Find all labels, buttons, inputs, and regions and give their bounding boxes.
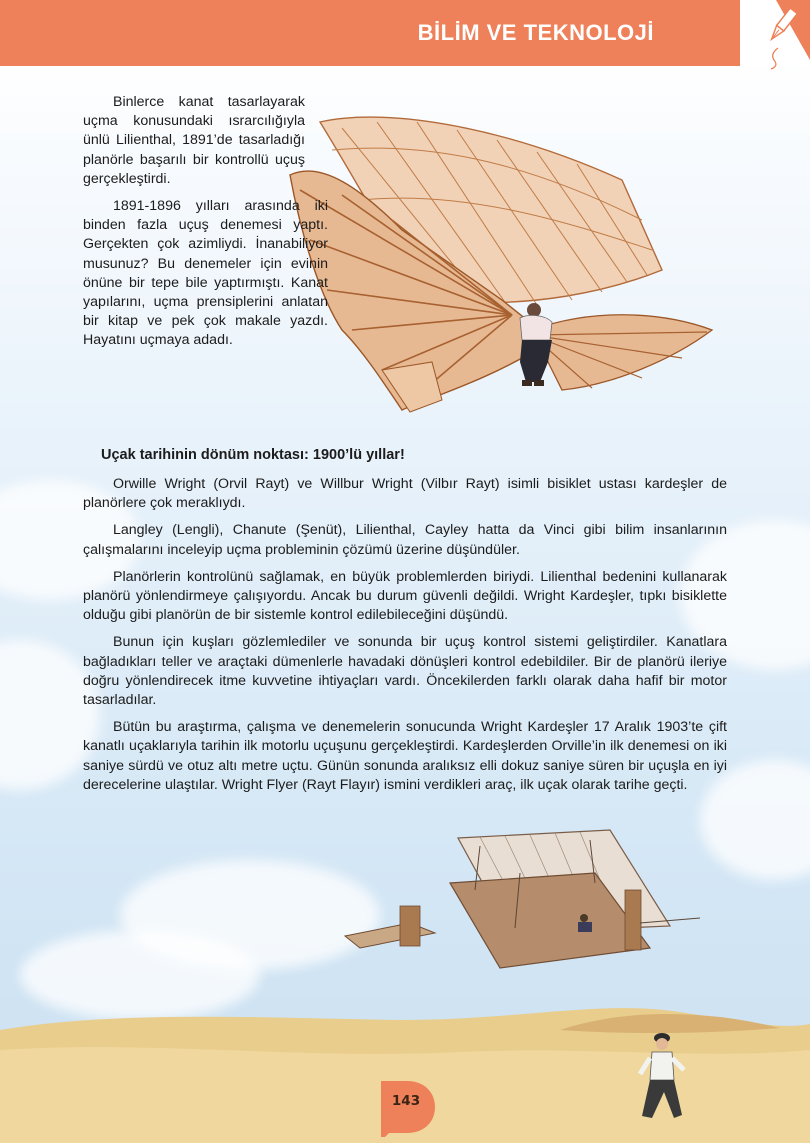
lilienthal-glider-illustration: [282, 100, 722, 415]
body-paragraph: Bunun için kuşları gözlemlediler ve sonunda bir uçuş kontrol sistemi geliştirdiler. Kanatlara bağladıkları teller ve araçtaki dümenlerle havadaki dönüşleri kontrol edebildiler. Bir de planörü ileriye doğru yönlendirecek itme kuvvetine ihtiyaçları vardı. Öncekilerden farklı olarak daha hafif bir motor tasarladılar.: [83, 634, 727, 709]
wright-flyer-illustration: [340, 828, 720, 978]
body-paragraph: Planörlerin kontrolünü sağlamak, en büyük problemlerden biriydi. Lilienthal bedenini kullanarak planörü yönlendirmeye çalışıyordu. Ancak bu durum güvenli değildi. Wright Kardeşler, tıpkı bisiklette olduğu gibi planörün de bir sistemle kontrol edilebileceğini düşündü.: [83, 568, 727, 624]
main-text: [83, 475, 727, 803]
page-number-badge: [379, 1079, 437, 1137]
intro-paragraph: 1891-1896 yılları arasında iki binden fazla uçuş denemesi yaptı. Gerçekten çok azimliydi. İnanabiliyor musunuz? Bu denemeler için evinin önüne bir tepe bile yaptırmıştı. Kanat yapılarını, uçma prensiplerini anlatan bir kitap ve pek çok makale yazdı. Hayatını uçmaya adadı.: [83, 198, 328, 349]
section-title: BİLİM VE TEKNOLOJİ: [417, 20, 654, 45]
body-paragraph: Bütün bu araştırma, çalışma ve denemelerin sonucunda Wright Kardeşler 17 Aralık 1903’te çift kanatlı uçaklarıyla tarihin ilk motorlu uçuşunu gerçekleştirdi. Kardeşlerden Orville’in ilk denemesi on iki saniye sürdü ve otuz altı metre uçtu. Günün sonunda aralıksız elli dokuz saniye süren bir uçuşla en iyi derecelerine ulaştılar. Wright Flyer (Rayt Flayır) ismini verdikleri araç, ilk uçak olarak tarihe geçti.: [83, 719, 727, 793]
page-number: 143: [391, 1093, 421, 1109]
section-heading: Uçak tarihinin dönüm noktası: 1900’lü yıllar!: [101, 447, 405, 463]
intro-text: [83, 93, 328, 359]
body-paragraph: Langley (Lengli), Chanute (Şenüt), Lilienthal, Cayley hatta da Vinci gibi bilim insanlarının çalışmalarını inceleyip uçma probleminin çözümü üzerine düşündüler.: [83, 522, 727, 558]
fountain-pen-icon: [740, 0, 810, 70]
intro-paragraph: Binlerce kanat tasarlayarak uçma konusundaki ısrarcılığıyla ünlü Lilienthal, 1891’de tasarladığı planörle başarılı bir kontrollü uçuş gerçekleştirdi.: [83, 94, 305, 187]
header-bar: [0, 0, 760, 66]
body-paragraph: Orwille Wright (Orvil Rayt) ve Willbur Wright (Vilbır Rayt) isimli bisiklet ustası kardeşler de planörlere çok meraklıydı.: [83, 476, 727, 512]
running-man-illustration: [636, 1030, 696, 1125]
